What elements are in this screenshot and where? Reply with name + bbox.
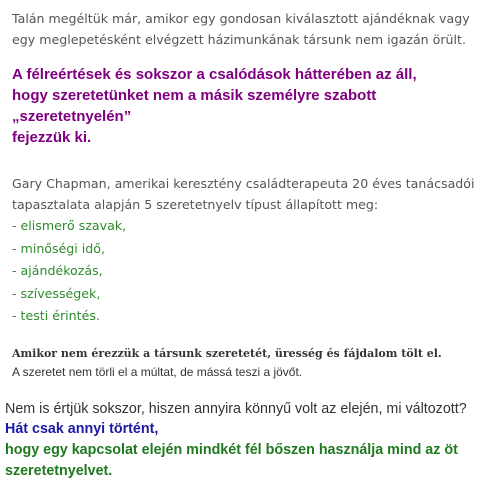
list-item: - elismerő szavak, xyxy=(12,218,127,233)
answer-line-2: hogy egy kapcsolat elején mindkét fél bőszen használja mind az öt szeretetnyelvet. xyxy=(5,441,458,479)
love-languages-list xyxy=(12,215,482,328)
article-body xyxy=(5,8,482,482)
list-item: - szívességek, xyxy=(12,285,101,301)
answer-line-1: Hát csak annyi történt, xyxy=(5,420,159,437)
highlight-line-1: A félreértések és sokszor a csalódások hátterében az áll, xyxy=(12,66,417,83)
highlight-line-3: fejezzük ki. xyxy=(12,129,92,146)
intro-paragraph: Talán megéltük már, amikor egy gondosan kiválasztott ajándéknak vagy egy meglepetésként elvégzett házimunkának társunk nem igazán örült. xyxy=(12,11,470,47)
list-item: - testi érintés. xyxy=(12,308,100,323)
chapman-paragraph: Gary Chapman, amerikai keresztény családterapeuta 20 éves tanácsadói tapasztalata alapján 5 szeretetnyelv típust állapított meg: xyxy=(12,176,475,212)
list-item: - ajándékozás, xyxy=(12,263,103,278)
quote-plain: A szeretet nem törli el a múltat, de mássá teszi a jövőt. xyxy=(12,364,303,379)
highlight-line-2: hogy szeretetünket nem a másik személyre szabott „szeretetnyelén” xyxy=(12,87,377,125)
highlight-paragraph xyxy=(12,64,482,148)
quote-bold: Amikor nem érezzük a társunk szeretetét, üresség és fájdalom tölt el. xyxy=(12,346,442,360)
question-paragraph: Nem is értjük sokszor, hiszen annyira könnyű volt az elején, mi változott? xyxy=(5,400,467,417)
answer-paragraph xyxy=(5,419,475,482)
list-item: - minőségi idő, xyxy=(12,240,106,256)
